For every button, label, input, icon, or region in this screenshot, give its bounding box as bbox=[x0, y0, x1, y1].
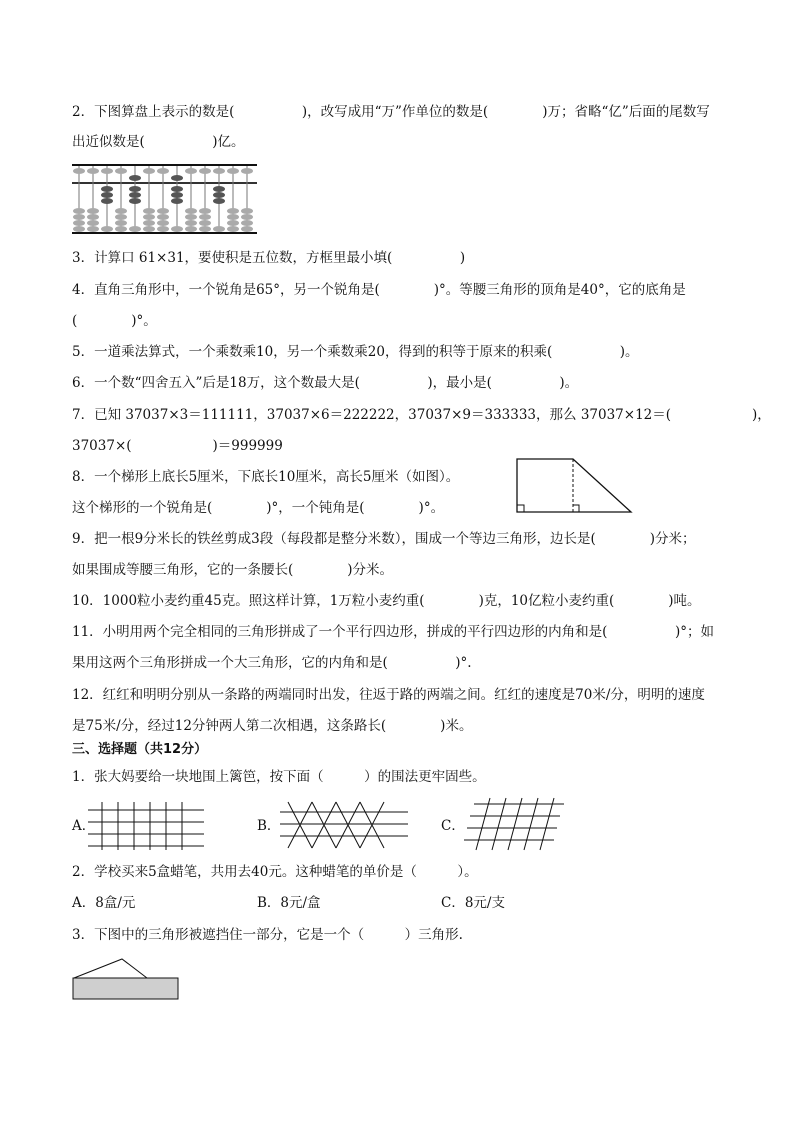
choice-1-option-a-label: A． bbox=[72, 818, 96, 834]
question-4-line-2: ( )°。 bbox=[72, 313, 157, 329]
choice-question-2: 2．学校买来5盒蜡笔，共用去40元。这种蜡笔的单价是（ ）。 bbox=[72, 864, 478, 880]
question-6: 6．一个数“四舍五入”后是18万，这个数最大是( )，最小是( )。 bbox=[72, 375, 579, 391]
trapezoid-figure bbox=[515, 457, 635, 515]
section-3-heading: 三、选择题（共12分） bbox=[72, 742, 208, 757]
question-7-line-2: 37037×( )＝999999 bbox=[72, 438, 283, 454]
fence-triangles-figure-b bbox=[280, 800, 410, 850]
question-12-line-2: 是75米/分，经过12分钟两人第二次相遇，这条路长( )米。 bbox=[72, 718, 473, 734]
question-10: 10．1000粒小麦约重45克。照这样计算，1万粒小麦约重( )克，10亿粒小麦约重( )吨。 bbox=[72, 593, 701, 609]
question-11-line-1: 11．小明用两个完全相同的三角形拼成了一个平行四边形，拼成的平行四边形的内角和是( )°；如 bbox=[72, 624, 714, 640]
question-12-line-1: 12．红红和明明分别从一条路的两端同时出发，往返于路的两端之间。红红的速度是70米/分，明明的速度 bbox=[72, 687, 705, 703]
choice-question-3: 3．下图中的三角形被遮挡住一部分，它是一个（ ）三角形. bbox=[72, 927, 463, 943]
choice-question-1: 1．张大妈要给一块地围上篱笆，按下面（ ）的围法更牢固些。 bbox=[72, 769, 486, 785]
choice-1-option-b-label: B． bbox=[257, 818, 281, 834]
question-9-line-1: 9．把一根9分米长的铁丝剪成3段（每段都是整分米数），围成一个等边三角形，边长是( )分米； bbox=[72, 531, 696, 547]
choice-2-option-a: A．8盒/元 bbox=[72, 895, 136, 911]
question-2-line-2: 出近似数是( )亿。 bbox=[72, 134, 245, 150]
choice-1-option-c-label: C． bbox=[441, 818, 465, 834]
question-11-line-2: 果用这两个三角形拼成一个大三角形，它的内角和是( )°. bbox=[72, 655, 472, 671]
question-8-line-1: 8．一个梯形上底长5厘米，下底长10厘米，高长5厘米（如图）。 bbox=[72, 469, 460, 485]
fence-parallelogram-figure-c bbox=[464, 796, 566, 852]
choice-2-option-b: B．8元/盒 bbox=[257, 895, 321, 911]
question-9-line-2: 如果围成等腰三角形，它的一条腰长( )分米。 bbox=[72, 562, 394, 578]
question-7-line-1: 7．已知 37037×3＝111111，37037×6＝222222，37037×9＝333333，那么 37037×12＝( )， bbox=[72, 407, 771, 423]
hidden-triangle-figure bbox=[72, 958, 180, 1002]
question-4-line-1: 4．直角三角形中，一个锐角是65°，另一个锐角是( )°。等腰三角形的顶角是40°，它的底角是 bbox=[72, 282, 686, 298]
abacus-figure bbox=[72, 163, 258, 235]
choice-2-option-c: C．8元/支 bbox=[441, 895, 505, 911]
fence-grid-figure-a bbox=[88, 800, 206, 850]
question-8-line-2: 这个梯形的一个锐角是( )°，一个钝角是( )°。 bbox=[72, 500, 445, 516]
question-5: 5．一道乘法算式，一个乘数乘10，另一个乘数乘20，得到的积等于原来的积乘( )。 bbox=[72, 344, 639, 360]
question-2-line-1: 2．下图算盘上表示的数是( )，改写成用“万”作单位的数是( )万；省略“亿”后面的尾数写 bbox=[72, 104, 710, 120]
question-3: 3．计算口 61×31，要使积是五位数，方框里最小填( ) bbox=[72, 250, 466, 266]
